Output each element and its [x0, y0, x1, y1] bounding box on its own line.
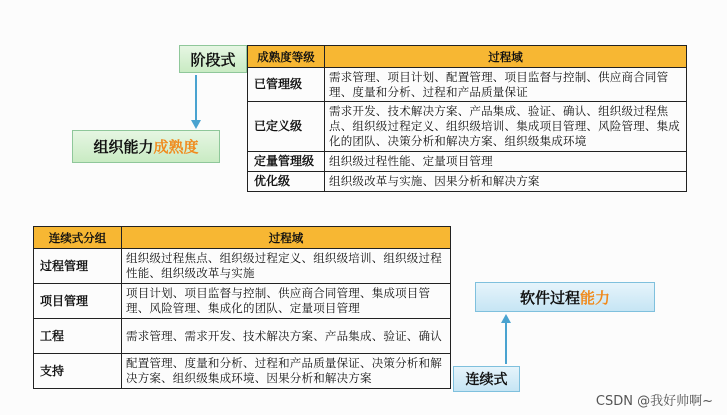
continuous-areas-cell: 需求管理、需求开发、技术解决方案、产品集成、验证、确认 [122, 319, 451, 354]
continuous-areas-cell: 项目计划、项目监督与控制、供应商合同管理、集成项目管理、风险管理、集成化的团队、定量项目管理 [122, 284, 451, 319]
maturity-label-accent: 成熟度 [153, 138, 199, 156]
staged-areas-cell: 组织级过程性能、定量项目管理 [325, 152, 687, 172]
staged-label: 阶段式 [190, 50, 236, 69]
staged-level-cell: 已定义级 [248, 102, 325, 152]
continuous-label: 连续式 [465, 372, 508, 388]
maturity-label-prefix: 组织能力 [93, 138, 154, 156]
continuous-areas-cell: 配置管理、度量和分析、过程和产品质量保证、决策分析和解决方案、组织级集成环境、因果分析和解决方案 [122, 354, 451, 389]
staged-level-cell: 定量管理级 [248, 152, 325, 172]
continuous-arrow-head [501, 314, 511, 323]
staged-header-areas: 过程域 [325, 46, 687, 68]
continuous-header-areas: 过程域 [122, 227, 451, 249]
capability-label-prefix: 软件过程 [519, 288, 580, 307]
continuous-group-cell: 项目管理 [34, 284, 122, 319]
watermark: CSDN @我好帅啊~ [595, 394, 713, 409]
continuous-group-cell: 工程 [34, 319, 122, 354]
staged-areas-cell: 需求开发、技术解决方案、产品集成、验证、确认、组织级过程焦点、组织级过程定义、组织级培训、集成项目管理、风险管理、集成化的团队、决策分析和解决方案、组织级集成环境 [325, 102, 687, 152]
continuous-group-cell: 支持 [34, 354, 122, 389]
staged-arrow-head [191, 120, 201, 129]
continuous-areas-cell: 组织级过程焦点、组织级过程定义、组织级培训、组织级过程性能、组织级改革与实施 [122, 249, 451, 284]
staged-level-cell: 优化级 [248, 172, 325, 192]
staged-areas-cell: 组织级改革与实施、因果分析和解决方案 [325, 172, 687, 192]
continuous-group-cell: 过程管理 [34, 249, 122, 284]
continuous-header-group: 连续式分组 [34, 227, 122, 249]
staged-level-cell: 已管理级 [248, 68, 325, 102]
capability-label-accent: 能力 [580, 288, 611, 307]
staged-areas-cell: 需求管理、项目计划、配置管理、项目监督与控制、供应商合同管理、度量和分析、过程和产品质量保证 [325, 68, 687, 102]
staged-header-level: 成熟度等级 [248, 46, 325, 68]
